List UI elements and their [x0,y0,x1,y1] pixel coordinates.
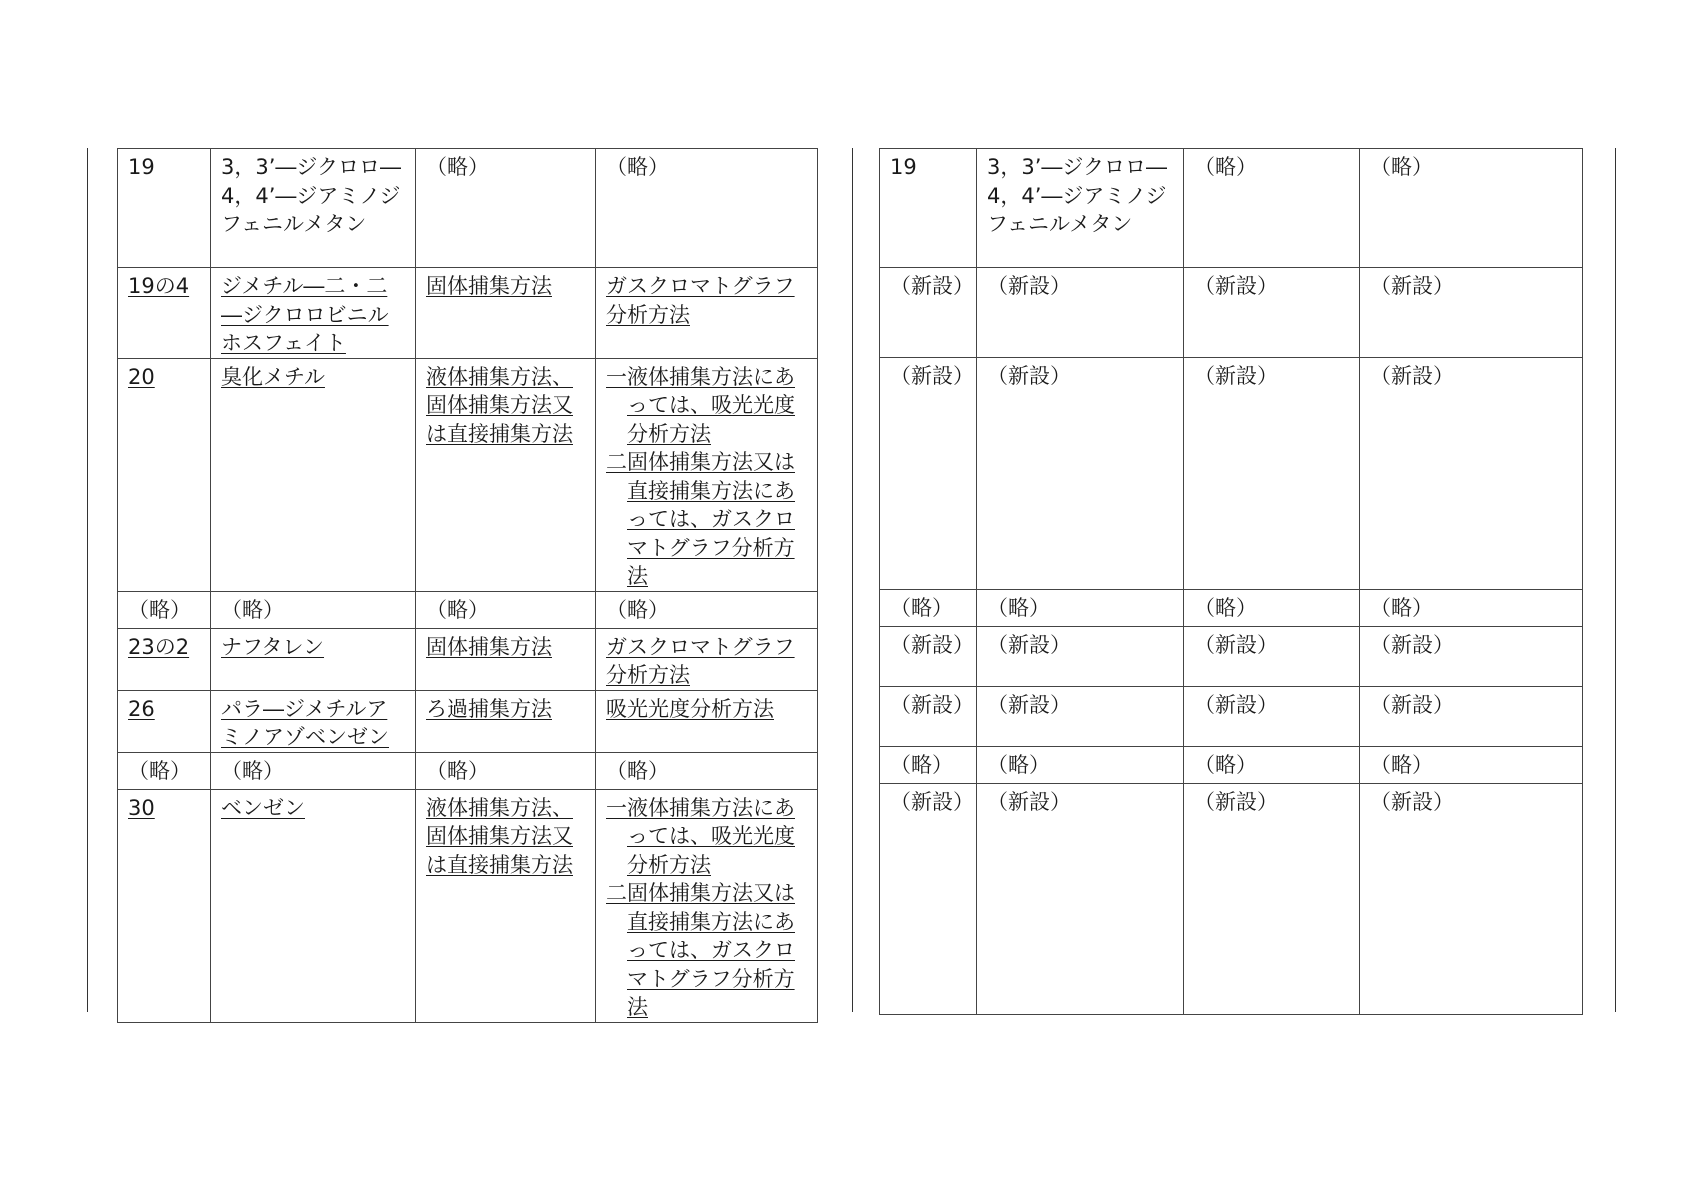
substance-name [977,358,1184,590]
row-number [118,752,211,789]
table-row [880,627,1583,687]
analysis-method [1360,784,1583,1015]
row-number [118,149,211,268]
substance-name-text: （新設） [987,364,1071,388]
sampling-method-text: 固体捕集方法 [426,634,552,659]
sampling-method-text: （略） [426,597,489,622]
analysis-method [1360,687,1583,747]
row-number [880,747,977,784]
row-number [880,590,977,627]
sampling-method [1184,149,1360,268]
sampling-method-text: （新設） [1194,274,1278,298]
substance-name-text: （略） [987,753,1050,777]
row-number [880,149,977,268]
row-number [880,358,977,590]
sampling-method [416,789,596,1022]
sampling-method-text: 液体捕集方法、固体捕集方法又は直接捕集方法 [426,795,573,877]
analysis-method-text: 吸光光度分析方法 [606,696,774,721]
table-row [118,591,818,628]
sampling-method [416,690,596,752]
substance-name [211,789,416,1022]
current-table [879,148,1583,1015]
substance-name [977,268,1184,358]
substance-name [211,149,416,268]
analysis-method-text: （略） [1370,753,1433,777]
analysis-method-text: （略） [606,597,669,622]
analysis-method [596,628,818,690]
table-row [880,590,1583,627]
substance-name-text: （略） [987,596,1050,620]
table-row [118,752,818,789]
row-number-text: （略） [128,758,191,783]
item-text: 固体捕集方法又は直接捕集方法にあっては、ガスクロマトグラフ分析方法 [627,881,795,1019]
substance-name-text: ナフタレン [221,634,325,659]
left-margin-rule [87,148,88,1012]
item-marker: 二 [606,450,627,474]
row-number-text: （略） [890,596,953,620]
sampling-method-text: （略） [426,758,489,783]
row-number-text: 23の2 [128,634,190,659]
sampling-method [1184,747,1360,784]
sampling-method-text: （新設） [1194,693,1278,717]
analysis-method [596,789,818,1022]
item-text: 液体捕集方法にあっては、吸光光度分析方法 [627,364,795,446]
substance-name [977,627,1184,687]
substance-name [211,268,416,359]
row-number-text: （新設） [890,274,974,298]
analysis-item [606,363,809,449]
row-number [880,268,977,358]
sampling-method [416,628,596,690]
substance-name [977,687,1184,747]
table-row [880,784,1583,1015]
row-number-text: 19 [890,155,917,179]
substance-name [977,747,1184,784]
row-number-text: 20 [128,364,155,389]
sampling-method [1184,687,1360,747]
sampling-method [1184,268,1360,358]
sampling-method-text: （新設） [1194,364,1278,388]
sampling-method [416,752,596,789]
substance-name-text: （新設） [987,274,1071,298]
row-number [118,789,211,1022]
substance-name-text: 3，3’―ジクロロ―4，4’―ジアミノジフェニルメタン [221,155,401,236]
substance-name-text: （新設） [987,790,1071,814]
row-number-text: （新設） [890,364,974,388]
row-number-text: （新設） [890,633,974,657]
analysis-method [596,149,818,268]
sampling-method [1184,627,1360,687]
sampling-method-text: （新設） [1194,633,1278,657]
analysis-method [1360,358,1583,590]
substance-name [977,590,1184,627]
substance-name [211,690,416,752]
sampling-method-text: （略） [1194,596,1257,620]
analysis-method [596,752,818,789]
row-number-text: 30 [128,795,155,820]
analysis-method [1360,268,1583,358]
substance-name-text: ジメチル―二・二―ジクロロビニルホスフェイト [221,274,389,355]
item-text: 固体捕集方法又は直接捕集方法にあっては、ガスクロマトグラフ分析方法 [627,450,795,588]
sampling-method-text: （略） [426,155,489,179]
analysis-method-text: （新設） [1370,790,1454,814]
row-number-text: （新設） [890,693,974,717]
sampling-method-text: （新設） [1194,790,1278,814]
table-row [118,789,818,1022]
row-number-text: 19の4 [128,274,190,298]
table-row [118,268,818,359]
substance-name-text: 3，3’―ジクロロ―4，4’―ジアミノジフェニルメタン [987,155,1167,236]
analysis-method-text: （略） [1370,155,1433,179]
substance-name-text: ベンゼン [221,795,305,820]
row-number [118,628,211,690]
row-number-text: （略） [128,597,191,622]
table-row [880,358,1583,590]
sampling-method-text: （略） [1194,753,1257,777]
analysis-method [596,358,818,591]
row-number [880,627,977,687]
substance-name-text: パラ―ジメチルアミノアゾベンゼン [221,696,389,749]
substance-name [211,358,416,591]
analysis-method-text: （略） [606,758,669,783]
substance-name [977,149,1184,268]
row-number [118,358,211,591]
row-number-text: 26 [128,696,155,721]
table-row [880,268,1583,358]
row-number [118,591,211,628]
sampling-method [1184,358,1360,590]
row-number [880,687,977,747]
analysis-method-text: （略） [1370,596,1433,620]
item-marker: 一 [606,364,627,389]
analysis-method-text: （新設） [1370,364,1454,388]
sampling-method-text: 液体捕集方法、固体捕集方法又は直接捕集方法 [426,364,573,446]
table-row [118,690,818,752]
sampling-method [416,149,596,268]
substance-name [211,591,416,628]
right-margin-rule [1615,148,1616,1012]
table-row [118,628,818,690]
sampling-method-text: （略） [1194,155,1257,179]
row-number [118,690,211,752]
sampling-method-text: ろ過捕集方法 [426,696,552,721]
substance-name [211,752,416,789]
revised-table [117,148,818,1023]
substance-name-text: 臭化メチル [221,364,325,389]
sampling-method [416,591,596,628]
sampling-method-text: 固体捕集方法 [426,274,552,298]
sampling-method [1184,784,1360,1015]
analysis-item [606,794,809,880]
row-number-text: （略） [890,753,953,777]
analysis-method-text: ガスクロマトグラフ分析方法 [606,634,795,687]
sampling-method [1184,590,1360,627]
row-number [880,784,977,1015]
row-number [118,268,211,359]
analysis-item [606,448,809,591]
table-row [880,747,1583,784]
analysis-method [596,690,818,752]
substance-name [977,784,1184,1015]
item-marker: 二 [606,881,627,905]
row-number-text: 19 [128,155,155,179]
analysis-method-text: （新設） [1370,693,1454,717]
substance-name-text: （略） [221,597,284,622]
row-number-text: （新設） [890,790,974,814]
analysis-method [1360,149,1583,268]
table-row [118,358,818,591]
substance-name-text: （新設） [987,693,1071,717]
center-divider-rule [852,148,853,1012]
sampling-method [416,268,596,359]
sampling-method [416,358,596,591]
analysis-method [1360,590,1583,627]
analysis-method [1360,627,1583,687]
item-marker: 一 [606,795,627,820]
analysis-method-text: （新設） [1370,633,1454,657]
analysis-method-text: （新設） [1370,274,1454,298]
table-row [880,149,1583,268]
substance-name-text: （新設） [987,633,1071,657]
analysis-method [1360,747,1583,784]
substance-name [211,628,416,690]
substance-name-text: （略） [221,758,284,783]
table-row [880,687,1583,747]
analysis-item [606,879,809,1022]
analysis-method-text: （略） [606,155,669,179]
analysis-method [596,268,818,359]
analysis-method-text: ガスクロマトグラフ分析方法 [606,274,795,327]
table-row [118,149,818,268]
analysis-method [596,591,818,628]
item-text: 液体捕集方法にあっては、吸光光度分析方法 [627,795,795,877]
